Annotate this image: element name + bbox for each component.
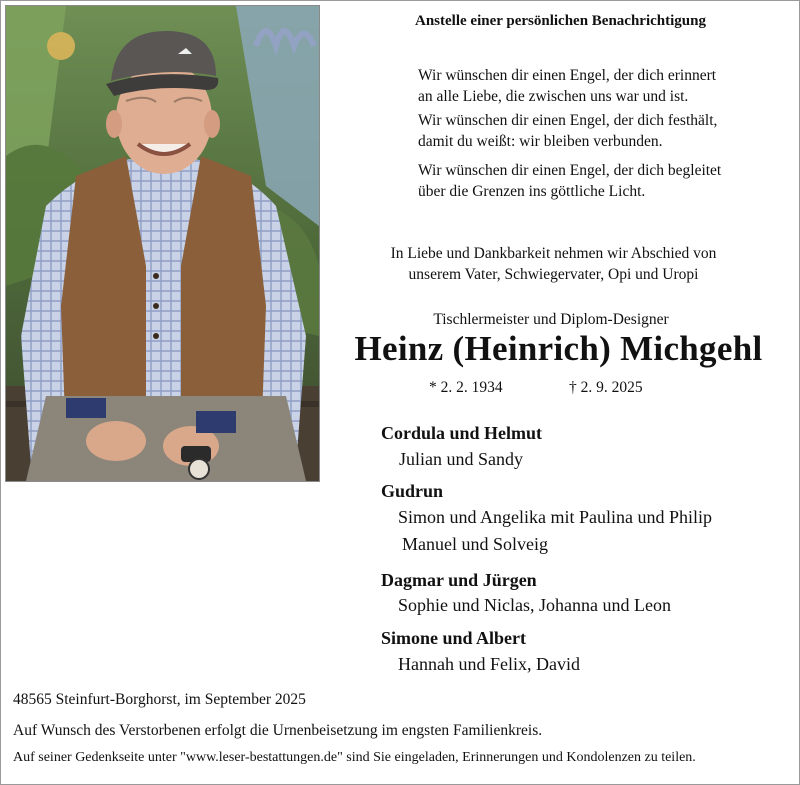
family-group-head: Gudrun [381, 481, 444, 501]
poem-line: Wir wünschen dir einen Engel, der dich festhält, [418, 112, 718, 129]
family-group-line: Manuel und Solveig [402, 534, 548, 554]
poem-line: damit du weißt: wir bleiben verbunden. [418, 133, 663, 150]
death-date: † 2. 9. 2025 [569, 379, 643, 396]
family-group-head: Dagmar und Jürgen [381, 570, 537, 590]
poem-line: über die Grenzen ins göttliche Licht. [418, 183, 646, 200]
portrait-photo [5, 5, 320, 482]
intro-line: unserem Vater, Schwiegervater, Opi und Uropi [408, 266, 699, 283]
poem-stanza [418, 65, 716, 107]
profession: Tischlermeister und Diplom-Designer [433, 311, 669, 328]
portrait-illustration [6, 6, 319, 481]
poem-stanza [418, 110, 717, 152]
birth-date: * 2. 2. 1934 [429, 379, 503, 396]
family-group-line: Julian und Sandy [399, 449, 523, 469]
family-group-line: Sophie und Niclas, Johanna und Leon [398, 595, 671, 615]
family-group-head: Cordula und Helmut [381, 423, 543, 443]
poem-line: Wir wünschen dir einen Engel, der dich begleitet [418, 162, 722, 179]
family-group-line: Simon und Angelika mit Paulina und Philip [398, 507, 713, 527]
poem-line: Wir wünschen dir einen Engel, der dich erinnert [418, 67, 717, 84]
family-group-head: Simone und Albert [381, 628, 527, 648]
deceased-name: Heinz (Heinrich) Michgehl [354, 329, 763, 368]
place-date: 48565 Steinfurt-Borghorst, im September 2025 [13, 691, 306, 708]
poem-stanza [418, 160, 721, 202]
family-group-line: Hannah und Felix, David [398, 654, 580, 674]
farewell-intro [341, 243, 766, 285]
poem-line: an alle Liebe, die zwischen uns war und ist. [418, 88, 689, 105]
burial-notice: Auf Wunsch des Verstorbenen erfolgt die Urnenbeisetzung im engsten Familienkreis. [13, 722, 543, 739]
intro-line: In Liebe und Dankbarkeit nehmen wir Abschied von [390, 245, 717, 262]
header-note: Anstelle einer persönlichen Benachrichtigung [415, 13, 706, 29]
memorial-page-note: Auf seiner Gedenkseite unter "www.leser-bestattungen.de" sind Sie eingeladen, Erinnerungen und Kondolenzen zu teilen. [13, 750, 696, 765]
